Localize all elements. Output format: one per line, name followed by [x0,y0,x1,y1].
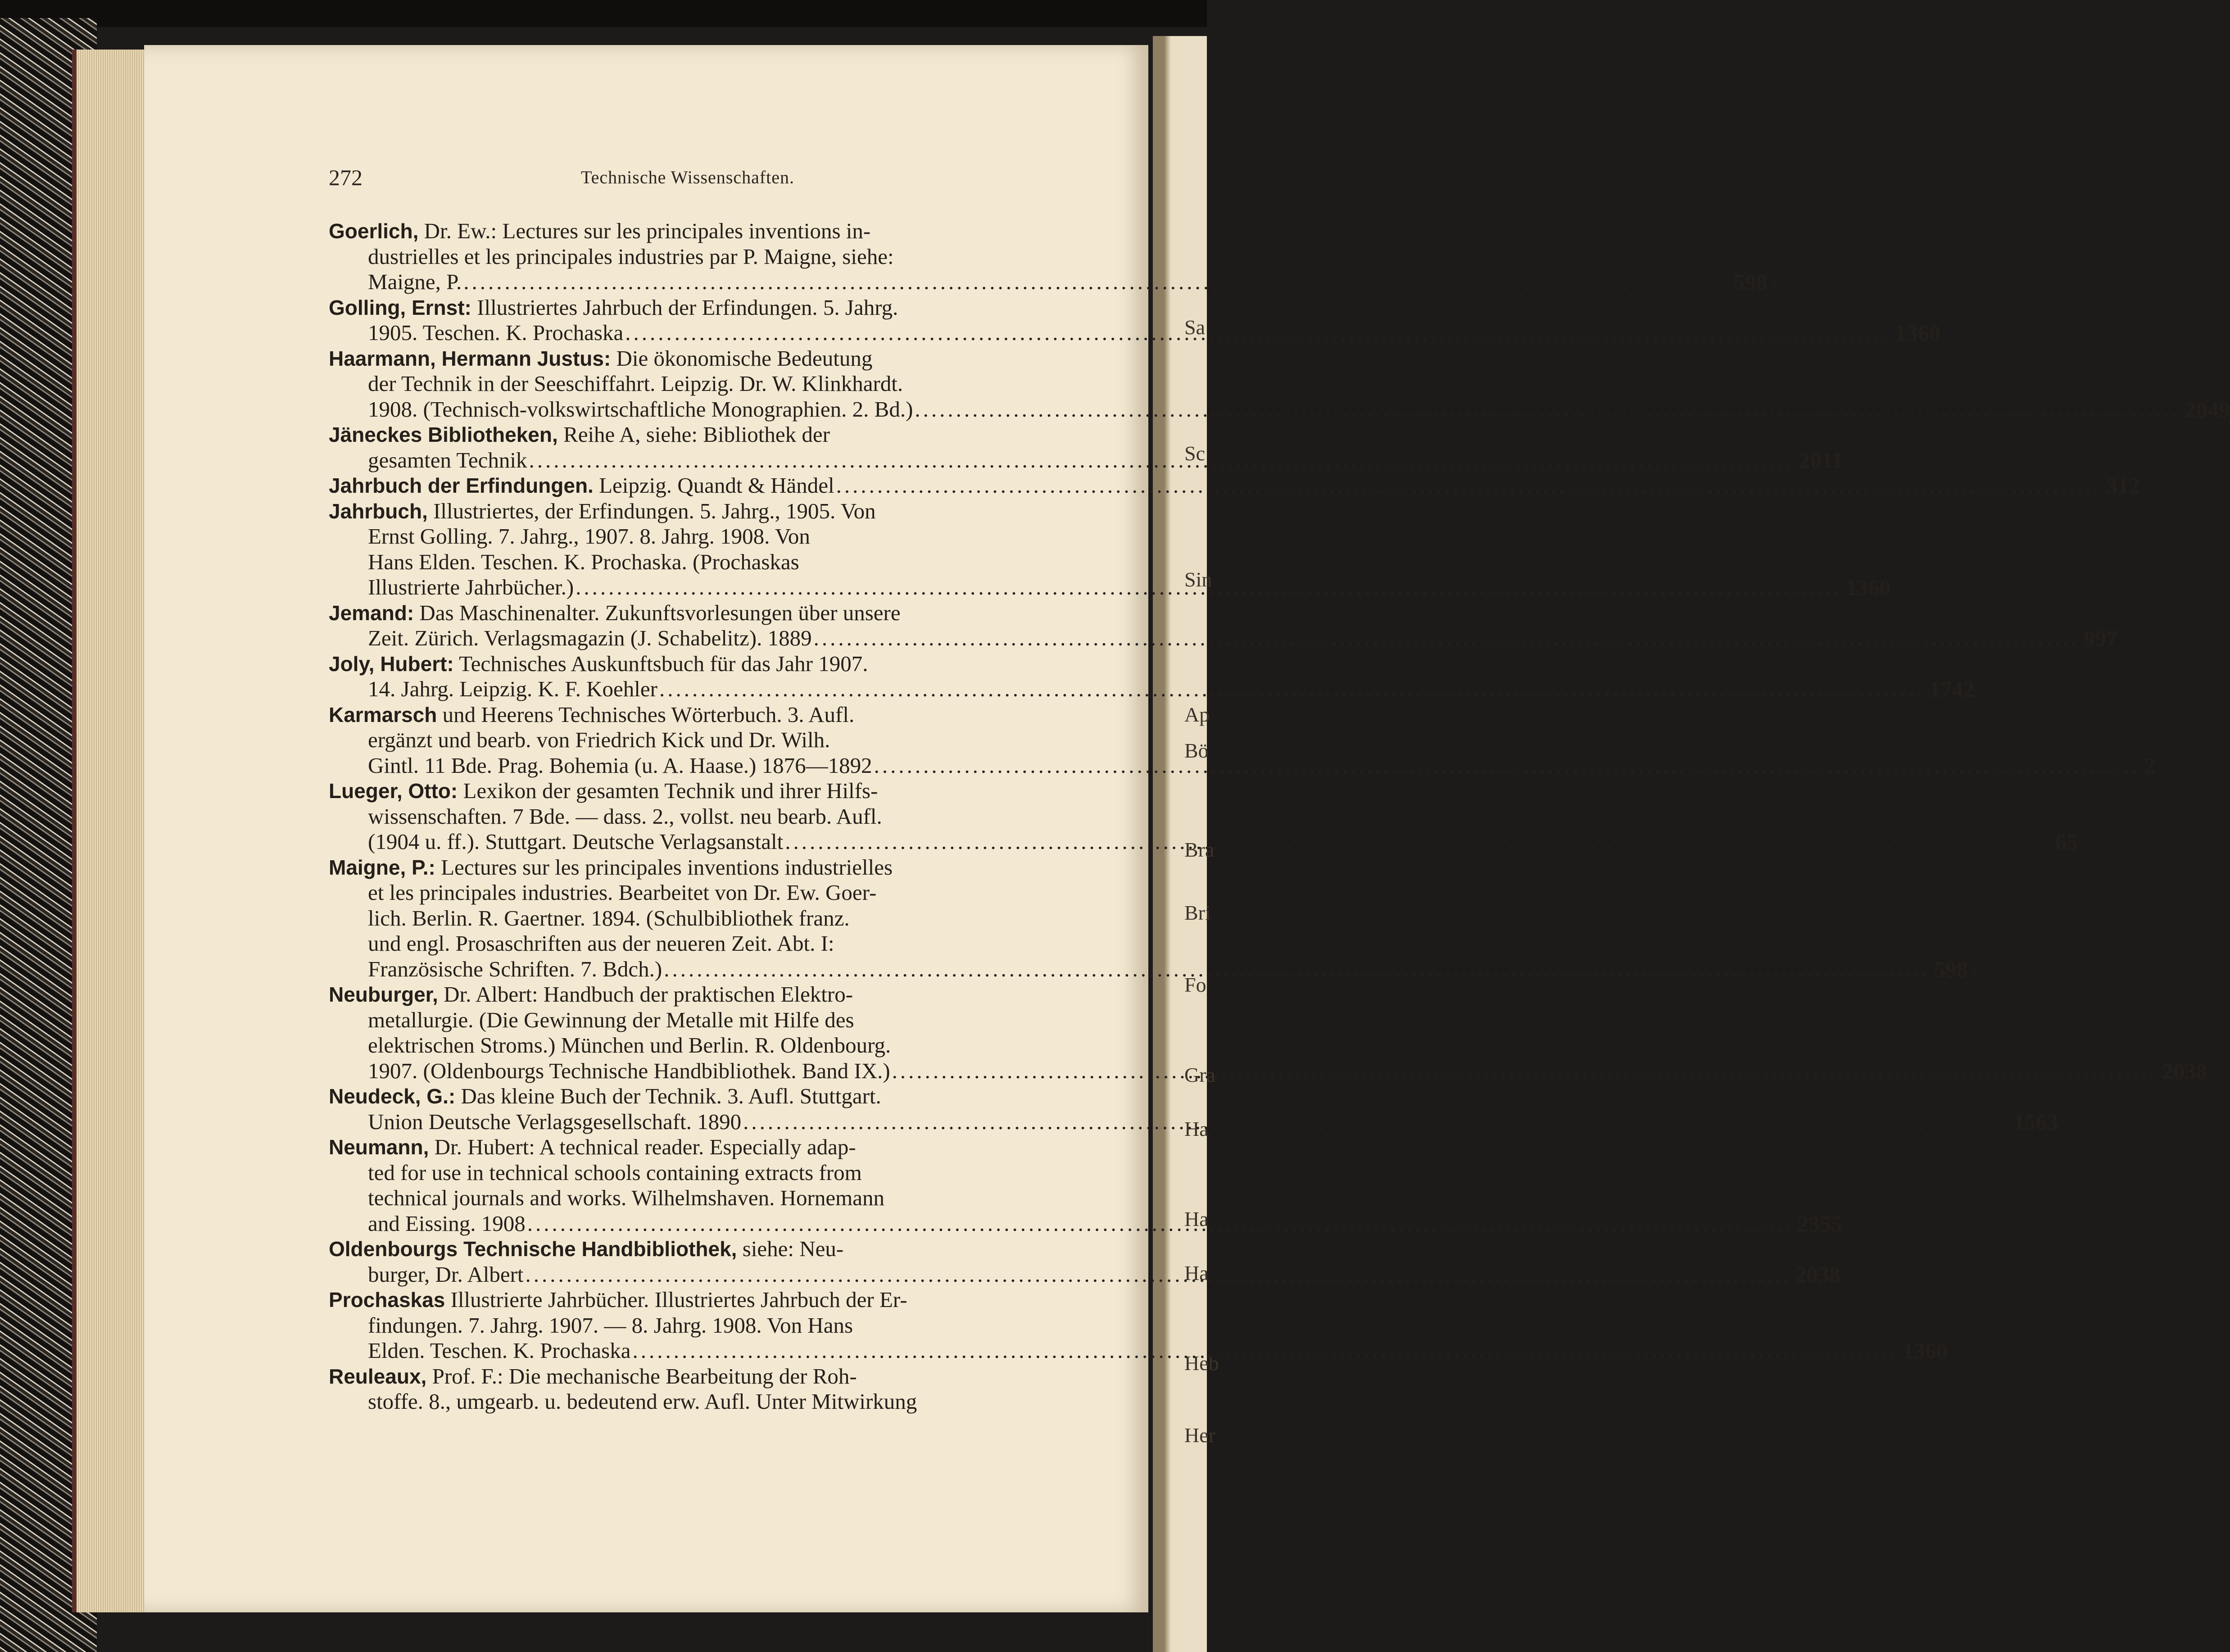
catalog-number-value: 312 [2106,473,2140,498]
entry-text: Leipzig. Quandt & Händel [593,473,834,498]
catalog-number-value: 997 [2084,626,2118,651]
entry-line [329,1160,1063,1186]
entry-text: 1908. (Technisch-volkswirtschaftliche Monographien. 2. Bd.) [368,396,913,422]
entry-text: (1904 u. ff.). Stuttgart. Deutsche Verlagsanstalt [368,829,784,854]
entry-line [329,804,1063,830]
entry-line [329,218,1063,244]
facing-page-fragment: Ha [1184,1117,1209,1140]
entry-line [329,778,1063,804]
leader-dots [527,1211,1793,1237]
entry-heading: Jahrbuch der Erfindungen. [329,474,594,497]
entry-line [329,1033,1063,1058]
entry-text: Hans Elden. Teschen. K. Prochaska. (Prochaskas [368,549,799,574]
entry-text: and Eissing. 1908 [368,1211,526,1236]
catalog-number-value: 2355 [1797,1211,1843,1236]
entry-text: elektrischen Stroms.) München und Berlin. R. Oldenbourg. [368,1033,891,1057]
catalog-number-value: 65 [2055,829,2078,854]
entry-text: Das Maschinenalter. Zukunftsvorlesungen über unsere [414,600,901,625]
entry-text: 14. Jahrg. Leipzig. K. F. Koehler [368,676,657,701]
entry-line [329,473,2140,499]
entry-line [329,1313,1063,1339]
entry-line [329,295,1063,321]
entry-text: dustrielles et les principales industries par P. Maigne, siehe: [368,244,894,269]
catalog-number-value: 1563 [2013,1109,2058,1135]
entry-heading: Neuburger, [329,983,438,1006]
catalog-number-value: 1360 [1845,575,1891,600]
leader-dots [529,448,1795,473]
entry-line [329,1084,1063,1109]
catalog-number [1797,1211,1842,1237]
entry-heading: Oldenbourgs Technische Handbibliothek, [329,1237,737,1261]
entry-text: 1905. Teschen. K. Prochaska [368,320,624,345]
entry-text: technical journals and works. Wilhelmshaven. Hornemann [368,1185,884,1210]
entry-line [329,702,1063,728]
entry-text: stoffe. 8., umgearb. u. bedeutend erw. Aufl. Unter Mitwirkung [368,1389,917,1414]
entry-text: Dr. Ew.: Lectures sur les principales inventions in- [418,218,871,243]
entry-text: Dr. Hubert: A technical reader. Especially adap- [429,1135,856,1159]
catalog-number [1846,575,1891,600]
bibliography-entry [329,600,2118,651]
entry-text: et les principales industries. Bearbeitet von Dr. Ew. Goer- [368,880,877,905]
entry-heading: Joly, Hubert: [329,652,454,676]
catalog-number [1934,957,1978,982]
entry-heading: Jemand: [329,601,414,625]
catalog-number [1903,1338,1948,1364]
leader-dots [874,753,2140,779]
leader-dots [659,676,1925,702]
facing-page-fragment: Sa [1184,316,1205,339]
entry-line [329,1287,1063,1313]
entry-text: Die ökonomische Bedeutung [611,345,873,371]
entry-text: gesamten Technik [368,447,527,472]
catalog-number-value: 1742 [1929,676,1975,702]
entry-line [329,753,2156,779]
entry-text: und Heerens Technisches Wörterbuch. 3. Aufl. [437,702,855,727]
bibliography-entry [329,1084,2058,1135]
entry-text: metallurgie. (Die Gewinnung der Metalle mit Hilfe des [368,1007,854,1032]
catalog-number-suffix: 7 [1971,966,1978,980]
entry-line [329,676,1975,702]
catalog-number-value: 598 [1934,956,1968,982]
entry-text: der Technik in der Seeschiffahrt. Leipzig. Dr. W. Klinkhardt. [368,371,903,396]
entry-text: Elden. Teschen. K. Prochaska [368,1338,631,1363]
page-edges [72,50,155,1612]
entry-heading: Jäneckes Bibliotheken, [329,423,558,446]
catalog-number-value: 2038 [2162,1058,2207,1084]
facing-page-fragment: Gra [1184,1063,1215,1086]
catalog-number [1799,448,1843,473]
entry-line [329,549,1063,575]
facing-page-fragment: Ha [1184,1207,1209,1230]
entry-heading: Neumann, [329,1135,429,1159]
entry-text: Union Deutsche Verlagsgesellschaft. 1890 [368,1109,742,1134]
catalog-number-value: 1360 [1903,1338,1948,1363]
catalog-number [2055,829,2078,855]
catalog-number [1929,676,1974,702]
entry-line [329,1008,1063,1033]
bibliography-entry [329,651,1975,702]
entry-line [329,1364,1063,1389]
catalog-number-value: 2049 [2185,396,2230,422]
bibliography-entry [329,345,2230,422]
entry-text: Ernst Golling. 7. Jahrg., 1907. 8. Jahrg. 1908. Von [368,524,810,549]
entry-line [329,906,1063,931]
entry-line [329,651,1063,677]
entry-heading: Jahrbuch, [329,499,428,523]
entry-text: Lexikon der gesamten Technik und ihrer Hilfs- [458,778,878,803]
entry-line [329,727,1063,753]
catalog-number [2084,626,2117,651]
entry-text: burger, Dr. Albert [368,1262,524,1287]
entry-text: Lectures sur les principales inventions industrielles [435,854,893,880]
catalog-number [1895,320,1940,346]
catalog-number [1795,1262,1840,1288]
facing-page-fragment: Ap [1184,703,1210,726]
catalog-number-value: 2038 [1795,1262,1841,1287]
catalog-number [2144,753,2155,779]
entry-heading: Reuleaux, [329,1364,427,1388]
catalog-number [2106,473,2140,499]
entry-text: ted for use in technical schools containing extracts from [368,1160,862,1185]
bibliography-entry [329,473,2140,499]
entry-line [329,269,1777,295]
entry-text: und engl. Prosaschriften aus der neueren Zeit. Abt. I: [368,931,834,956]
bibliography-entry [329,218,1777,295]
entry-text: Das kleine Buch der Technik. 3. Aufl. Stuttgart. [455,1084,881,1108]
catalog-number [2185,397,2230,422]
entry-text: 1907. (Oldenbourgs Technische Handbibliothek. Band IX.) [368,1058,890,1083]
entry-text: Illustriertes, der Erfindungen. 5. Jahrg., 1905. Von [427,498,876,523]
entry-text: wissenschaften. 7 Bde. — dass. 2., vollst. neu bearb. Aufl. [368,803,882,829]
entry-heading: Maigne, P.: [329,855,435,879]
entry-text: Französische Schriften. 7. Bdch.) [368,956,662,981]
leader-dots [463,269,1729,295]
entry-line [329,855,1063,880]
leader-dots [526,1262,1791,1288]
leader-dots [743,1109,2009,1135]
entry-line [329,956,1978,982]
bibliography-entry [329,1364,1063,1415]
leader-dots [576,575,1841,600]
facing-page-fragment: Bö [1184,739,1209,762]
entry-line [329,524,1063,549]
facing-page-fragment: Fo [1184,973,1206,996]
leader-dots [814,626,2080,651]
entry-heading: Haarmann, Hermann Justus: [329,346,611,370]
catalog-number-value: 2011 [1799,447,1843,473]
entry-line [329,600,1063,626]
entry-heading: Golling, Ernst: [329,295,471,319]
page-number: 272 [329,165,363,190]
entry-line [329,422,1063,448]
entry-line [329,1109,2058,1135]
entry-text: siehe: Neu- [737,1236,844,1261]
entry-text: ergänzt und bearb. von Friedrich Kick und Dr. Wilh. [368,727,830,752]
facing-page-fragment: Her [1184,1424,1215,1447]
catalog-number [1734,269,1777,295]
entry-line [329,1389,1063,1415]
running-head: Technische Wissenschaften. [581,167,795,187]
facing-page-fragment: Ha [1184,1262,1209,1284]
facing-page-fragment: Sin [1184,568,1212,591]
leader-dots [785,829,2051,855]
entry-heading: Prochaskas [329,1288,445,1312]
entry-heading: Lueger, Otto: [329,779,458,803]
entry-line [329,346,1063,372]
entry-text: Dr. Albert: Handbuch der praktischen Elektro- [438,982,853,1007]
facing-page-fragment: Heb [1184,1352,1219,1375]
entry-line [329,626,2118,651]
entry-text: Zeit. Zürich. Verlagsmagazin (J. Schabelitz). 1889 [368,626,812,650]
leader-dots [664,957,1930,982]
entry-line [329,1236,1063,1262]
catalog-number-value: 2 [2144,753,2156,778]
entry-text: Gintl. 11 Bde. Prag. Bohemia (u. A. Haase.) 1876—1892 [368,753,872,778]
catalog-number [2162,1058,2207,1084]
entry-line [329,499,1063,524]
leader-dots [892,1058,2158,1084]
entry-line [329,880,1063,906]
entry-text: Technisches Auskunftsbuch für das Jahr 1907. [453,651,868,676]
leader-dots [633,1338,1899,1364]
entry-heading: Karmarsch [329,703,437,726]
catalog-number [2013,1109,2058,1135]
bibliography-entry [329,1236,1841,1287]
entry-text: Illustrierte Jahrbücher. Illustriertes Jahrbuch der Er- [445,1287,907,1312]
entry-line [329,1185,1063,1211]
entry-text: Illustrierte Jahrbücher.) [368,575,574,599]
leader-dots [915,397,2180,422]
facing-page-fragment: Sc [1184,442,1205,465]
entry-heading: Goerlich, [329,219,419,243]
book-cover-top [0,0,1207,27]
entry-line [329,244,1063,270]
entry-line [329,396,2230,422]
entry-text: Illustriertes Jahrbuch der Erfindungen. 5. Jahrg. [471,295,898,320]
entry-line [329,931,1063,957]
entry-line [329,1135,1063,1160]
page-header [329,164,1004,191]
leader-dots [625,320,1891,346]
catalog-number-suffix: 7 [1771,279,1777,293]
bibliography-entry [329,1135,1843,1236]
leader-dots [836,473,2102,499]
entry-line [329,982,1063,1008]
entry-text: findungen. 7. Jahrg. 1907. — 8. Jahrg. 1908. Von Hans [368,1312,853,1338]
entry-text: lich. Berlin. R. Gaertner. 1894. (Schulbibliothek franz. [368,905,850,930]
facing-page-fragment: Bri [1184,901,1211,924]
facing-page-fragment: Bra [1184,838,1215,861]
catalog-number-value: 1360 [1895,320,1940,345]
entry-text: Prof. F.: Die mechanische Bearbeitung der Roh- [426,1363,857,1389]
entry-heading: Neudeck, G.: [329,1085,456,1108]
entry-text: Maigne, P. [368,269,462,294]
catalog-number-value: 598 [1733,269,1768,295]
entry-text: Reihe A, siehe: Bibliothek der [558,422,830,447]
entry-line [329,371,1063,397]
